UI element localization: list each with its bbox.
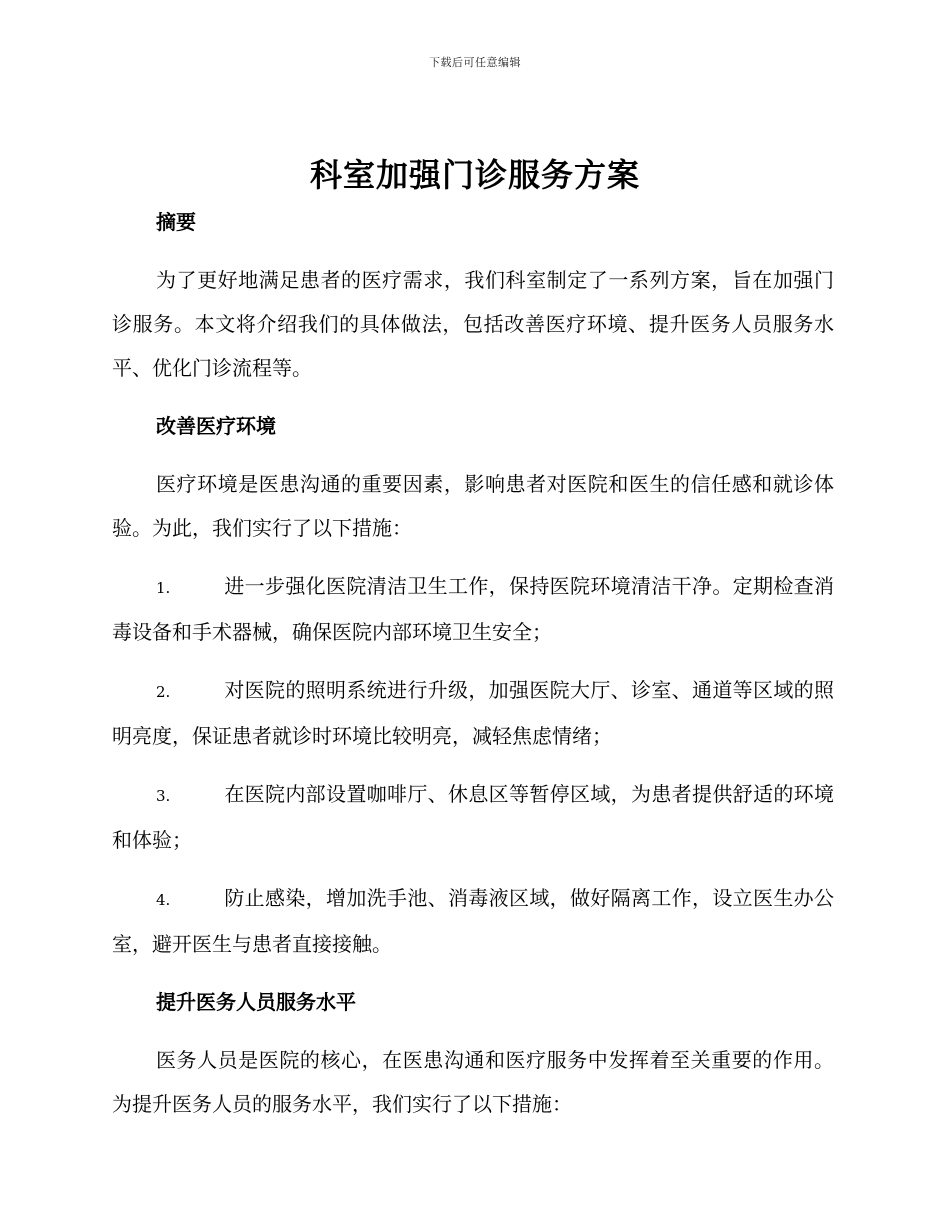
list-item-number: 4. xyxy=(156,891,171,909)
abstract-paragraph: 为了更好地满足患者的医疗需求，我们科室制定了一系列方案，旨在加强门诊服务。本文将介绍我们的具体做法，包括改善医疗环境、提升医务人员服务水平、优化门诊流程等。 xyxy=(112,268,834,380)
list-item-text: 进一步强化医院清洁卫生工作，保持医院环境清洁干净。定期检查消毒设备和手术器械，确保医院内部环境卫生安全； xyxy=(112,574,834,644)
list-item-number: 1. xyxy=(156,579,171,597)
header-note: 下载后可任意编辑 xyxy=(429,56,521,69)
list-item xyxy=(112,668,834,758)
list-item-text: 对医院的照明系统进行升级，加强医院大厅、诊室、通道等区域的照明亮度，保证患者就诊时环境比较明亮，减轻焦虑情绪； xyxy=(112,678,834,748)
list-item-text: 防止感染，增加洗手池、消毒液区域，做好隔离工作，设立医生办公室，避开医生与患者直接接触。 xyxy=(112,886,834,956)
document-body xyxy=(112,200,834,1126)
list-item xyxy=(112,772,834,862)
list-item xyxy=(112,564,834,654)
list-item xyxy=(112,876,834,966)
environment-intro-paragraph: 医疗环境是医患沟通的重要因素，影响患者对医院和医生的信任感和就诊体验。为此，我们实行了以下措施： xyxy=(112,472,834,540)
section-heading-staff-service: 提升医务人员服务水平 xyxy=(156,990,356,1014)
document-title: 科室加强门诊服务方案 xyxy=(309,156,640,194)
list-item-number: 2. xyxy=(156,683,171,701)
section-heading-environment: 改善医疗环境 xyxy=(156,414,276,438)
list-item-number: 3. xyxy=(156,787,171,805)
section-heading-abstract: 摘要 xyxy=(156,210,196,234)
staff-service-intro-paragraph: 医务人员是医院的核心，在医患沟通和医疗服务中发挥着至关重要的作用。为提升医务人员的服务水平，我们实行了以下措施： xyxy=(112,1048,834,1116)
list-item-text: 在医院内部设置咖啡厅、休息区等暂停区域，为患者提供舒适的环境和体验； xyxy=(112,782,834,852)
